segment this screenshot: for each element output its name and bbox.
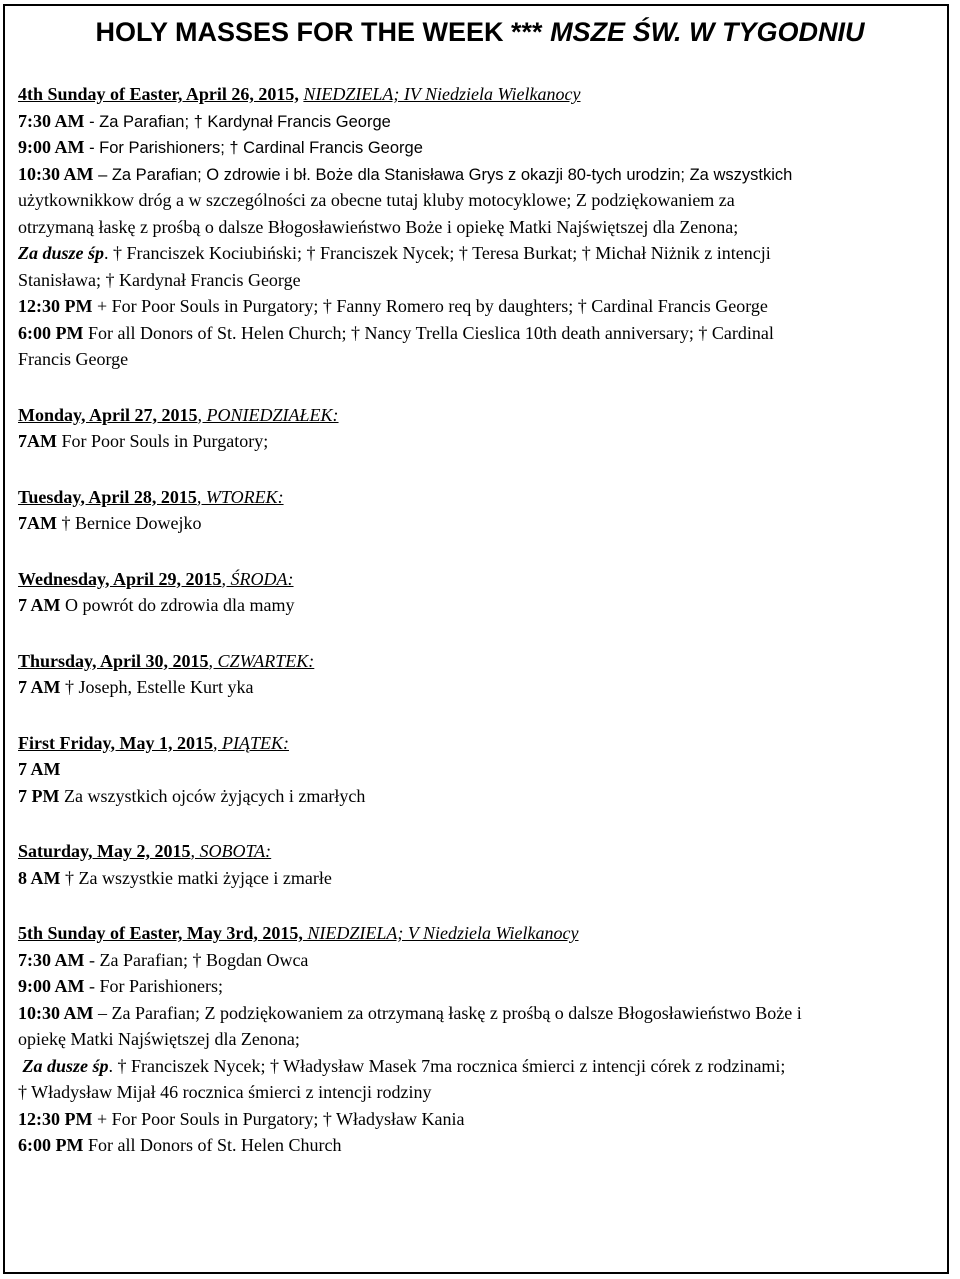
mass-entry-continued: Francis George bbox=[18, 349, 129, 369]
mass-entry: 6:00 PM For all Donors of St. Helen Church; † Nancy Trella Cieslica 10th death anniversary; † Cardinal bbox=[18, 322, 774, 343]
mass-entry: 7 AM bbox=[18, 759, 61, 779]
mass-entry: 10:30 AM – Za Parafian; Z podziękowaniem za otrzymaną łaskę z prośbą o dalsze Błogosławieństwo Boże i bbox=[18, 1002, 802, 1023]
mass-entry: 7:30 AM - Za Parafian; † Kardynał Francis George bbox=[18, 110, 391, 131]
mass-entry: 9:00 AM - For Parishioners; † Cardinal Francis George bbox=[18, 137, 423, 157]
page-title bbox=[0, 12, 960, 52]
day-heading-friday: First Friday, May 1, 2015, PIĄTEK: bbox=[18, 732, 289, 753]
mass-entry: 12:30 PM + For Poor Souls in Purgatory; † Władysław Kania bbox=[18, 1108, 465, 1129]
mass-entry: 7 PM Za wszystkich ojców żyjących i zmarłych bbox=[18, 785, 366, 806]
day-heading-sunday-may-3: 5th Sunday of Easter, May 3rd, 2015, NIEDZIELA; V Niedziela Wielkanocy bbox=[18, 923, 579, 943]
mass-entry: 8 AM † Za wszystkie matki żyjące i zmarłe bbox=[18, 867, 332, 888]
mass-entry-continued: Za dusze śp. † Franciszek Nycek; † Władysław Masek 7ma rocznica śmierci z intencji córek z rodzinami; bbox=[22, 1055, 786, 1076]
mass-entry: 10:30 AM – Za Parafian; O zdrowie i bł. Boże dla Stanisława Grys z okazji 80-tych urodzin; Za wszystkich bbox=[18, 163, 793, 184]
day-heading-monday: Monday, April 27, 2015, PONIEDZIAŁEK: bbox=[18, 404, 339, 425]
mass-entry-continued: opiekę Matki Najświętszej dla Zenona; bbox=[18, 1029, 300, 1049]
day-heading-wednesday: Wednesday, April 29, 2015, ŚRODA: bbox=[18, 568, 294, 589]
mass-entry: 7AM For Poor Souls in Purgatory; bbox=[18, 431, 269, 451]
mass-entry: 6:00 PM For all Donors of St. Helen Church bbox=[18, 1135, 342, 1155]
mass-entry: 12:30 PM + For Poor Souls in Purgatory; † Fanny Romero req by daughters; † Cardinal Francis George bbox=[18, 296, 768, 316]
mass-entry-continued: † Władysław Mijał 46 rocznica śmierci z intencji rodziny bbox=[18, 1082, 432, 1102]
day-heading-saturday: Saturday, May 2, 2015, SOBOTA: bbox=[18, 841, 272, 861]
day-heading-thursday: Thursday, April 30, 2015, CZWARTEK: bbox=[18, 650, 315, 671]
mass-entry-continued: użytkownikkow dróg a w szczególności za obecne tutaj kluby motocyklowe; Z podziękowaniem za bbox=[18, 190, 735, 210]
day-heading-sunday-april-26: 4th Sunday of Easter, April 26, 2015, NIEDZIELA; IV Niedziela Wielkanocy bbox=[18, 84, 581, 104]
mass-entry: 7:30 AM - Za Parafian; † Bogdan Owca bbox=[18, 949, 309, 970]
day-heading-tuesday: Tuesday, April 28, 2015, WTOREK: bbox=[18, 486, 284, 507]
mass-schedule bbox=[18, 81, 948, 1159]
mass-entry-continued: otrzymaną łaskę z prośbą o dalsze Błogosławieństwo Boże i opiekę Matki Najświętszej dla Zenona; bbox=[18, 216, 739, 237]
mass-entry: 9:00 AM - For Parishioners; bbox=[18, 976, 223, 996]
mass-entry: 7 AM † Joseph, Estelle Kurt yka bbox=[18, 677, 254, 697]
mass-entry: 7 AM O powrót do zdrowia dla mamy bbox=[18, 595, 295, 615]
mass-entry-continued: Za dusze śp. † Franciszek Kociubiński; † Franciszek Nycek; † Teresa Burkat; † Michał Niżnik z intencji bbox=[18, 243, 771, 263]
mass-entry: 7AM † Bernice Dowejko bbox=[18, 513, 202, 533]
mass-entry-continued: Stanisława; † Kardynał Francis George bbox=[18, 269, 301, 290]
title-polish: MSZE ŚW. W TYGODNIU bbox=[550, 17, 865, 47]
title-english: HOLY MASSES FOR THE WEEK *** bbox=[95, 17, 543, 47]
